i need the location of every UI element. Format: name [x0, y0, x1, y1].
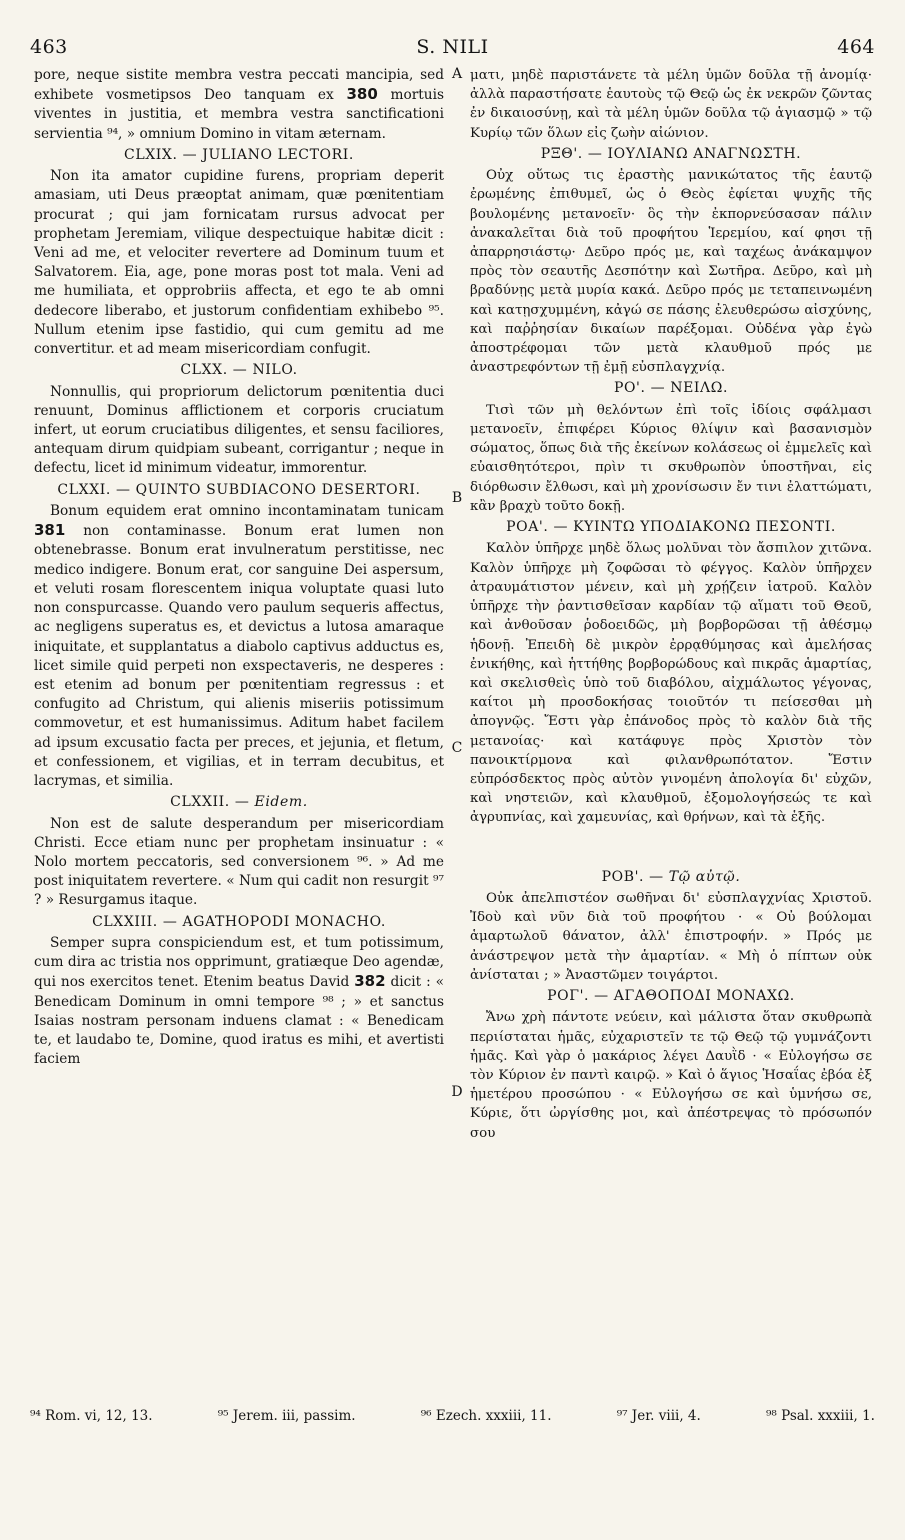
latin-paragraph-173: [34, 934, 444, 1069]
greek-paragraph-171: Καλὸν ὑπῆρχε μηδὲ ὅλως μολῦναι τὸν ἄσπιλον χιτῶνα. Καλὸν ὑπῆρχε μὴ ζοφῶσαι τὸ φέγγος. Καλὸν ὑπῆρχεν ἀτραυμάτιστον μένειν, καὶ μὴ χρῄζειν ἰατροῦ. Καλὸν ὑπῆρχε τὴν ῥαντισθεῖσαν καρδίαν τῷ αἵματι τοῦ Θεοῦ, καὶ ἀνθοῦσαν ῥοδοειδῶς, μὴ βορβορῶσαι τῇ ἀθέσμῳ ἡδονῇ. Ἐπειδὴ δὲ μικρὸν ἐρρᾳθύμησας καὶ ἀμελήσας ἐνικήθης, καὶ ἡττήθης βορβορώδους καὶ πικρᾶς ἁμαρτίας, καὶ σκελισθεὶς ὑπὸ τοῦ διαβόλου, αἰχμάλωτος γέγονας, καίτοι μὴ προσδοκήσας τοιοῦτόν τι πείσεσθαι μὴ ἀπογνῷς. Ἔστι γὰρ ἐπάνοδος πρὸς τὸ καλὸν διὰ τῆς μετανοίας· καὶ κατάφυγε πρὸς Χριστὸν τὸν πανοικτίρμονα καὶ φιλανθρωπότατον. Ἔστιν εὐπρόσδεκτος πρὸς αὐτὸν γινομένη ἀπολογία δι' εὐχῶν, καὶ νηστειῶν, καὶ κλαυθμοῦ, ἐξομολογήσεώς τε καὶ ἀγρυπνίας, καὶ χαμευνίας, καὶ θρήνων, καὶ τὰ ἑξῆς.: [470, 541, 872, 826]
latin-paragraph-0: [34, 66, 444, 144]
greek-heading-171: ΡΟΑ'. — ΚΥΙΝΤΩ ΥΠΟΔΙΑΚΟΝΩ ΠΕΣΟΝΤΙ.: [506, 519, 836, 536]
greek-heading-169: ΡΞΘ'. — ΙΟΥΛΙΑΝΩ ΑΝΑΓΝΩΣΤΗ.: [540, 145, 802, 162]
footnotes: [30, 1408, 875, 1424]
greek-column: [470, 66, 872, 1143]
latin-heading-170: CLXX. — NILO.: [180, 362, 298, 379]
latin-heading-172-name: Eidem.: [254, 794, 308, 811]
column-number-380: 380: [346, 85, 378, 104]
page-number-right: 464: [837, 36, 875, 58]
latin-paragraph-171-text-b: non contaminasse. Bonum erat lumen non obtenebrasse. Bonum erat invulneratum perstitisse, nec medico indigere. Bonum erat, cor sanguine Dei aspersum, et veluti rosam florescentem iniqua voluptate quasi luto non conspurcasse. Quando vero paulum sequeris affectus, ac negligens superatus es, et devictus a lutosa amaraque iniquitate, et supplantatus a diabolo captivus adductus es, licet simile quid perpeti non exspectaveris, ne desperes : est etenim ad bonum per pœnitentiam regressus : et confugito ad Christum, qui alienis miseriis potissimum commovetur, et est humanissimus. Aditum habet facilem ad ipsum excusatio facta per preces, et jejunia, et fletum, et confessionem, et vigilias, et in terram decubitus, et lacrymas, et similia.: [34, 523, 444, 789]
footnote-96: ⁹⁶ Ezech. xxxiii, 11.: [420, 1408, 552, 1424]
latin-heading-169: CLXIX. — JULIANO LECTORI.: [124, 146, 354, 163]
margin-letter-b: B: [451, 490, 463, 506]
margin-letter-d: D: [451, 1084, 463, 1100]
greek-paragraph-172: Οὐκ ἀπελπιστέον σωθῆναι δι' εὐσπλαγχνίας Χριστοῦ. Ἰδοὺ καὶ νῦν διὰ τοῦ προφήτου · « Οὐ βούλομαι ἁμαρτωλοῦ θάνατον, ἀλλ' ἐπιστροφήν. » Πρός με ἀνάστρεψον μετὰ τὴν ἁμαρτίαν. « Μὴ ὁ πίπτων οὐκ ἀνίσταται ; » Ἀναστῶμεν τοιγάρτοι.: [470, 890, 872, 983]
footnote-98: ⁹⁸ Psal. xxxiii, 1.: [765, 1408, 875, 1424]
latin-paragraph-171-text-a: Bonum equidem erat omnino incontaminatam tunicam: [50, 503, 444, 520]
footnote-94: ⁹⁴ Rom. vi, 12, 13.: [30, 1408, 153, 1424]
latin-heading-171: CLXXI. — QUINTO SUBDIACONO DESERTORI.: [57, 481, 421, 498]
greek-heading-170: ΡΟ'. — ΝΕΙΛΩ.: [613, 380, 729, 397]
running-head: [30, 36, 875, 64]
latin-paragraph-171: [34, 502, 444, 791]
greek-heading-172-number: ΡΟΒ'. —: [601, 868, 669, 885]
latin-paragraph-172: Non est de salute desperandum per misericordiam Christi. Ecce etiam nunc per prophetam insinuatur : « Nolo mortem peccatoris, sed conversionem ⁹⁶. » Ad me post iniquitatem revertere. « Num qui cadit non resurgit ⁹⁷ ? » Resurgamus itaque.: [34, 815, 444, 909]
greek-paragraph-169: Οὐχ οὕτως τις ἐραστὴς μανικώτατος τῆς ἑαυτῷ ἐρωμένης ἐπιθυμεῖ, ὡς ὁ Θεὸς ἐφίεται ψυχῆς τῆς βουλομένης μετανοεῖν· ὃς τὴν ἐκπορνεύσασαν πάλιν ἀνακαλεῖται διὰ τοῦ προφήτου Ἱερεμίου, καί φησι τῇ ἀπαρρησιάστῳ· Δεῦρο πρός με, καὶ ταχέως ἀνάκαμψον πρὸς τὸν σεαυτῆς Δεσπότην καὶ Σωτῆρα. Δεῦρο, καὶ μὴ βραδύνῃς μετὰ μυρία κακά. Δεῦρο πρός με τεταπεινωμένη καὶ κατῃσχυμμένη, κἀγώ σε πάσης ἐλευθερώσω αἰσχύνης, καὶ παῤῥησίαν δικαίων παρέξομαι. Οὐδένα γὰρ ἐγὼ ἀποστρέφομαι τῶν μετὰ κλαυθμοῦ πρός με ἀναστρεφόντων τῇ ἐμῇ εὐσπλαγχνίᾳ.: [470, 168, 872, 376]
greek-heading-173: ΡΟΓ'. — ΑΓΑΘΟΠΟΔΙ ΜΟΝΑΧΩ.: [547, 987, 795, 1004]
column-number-382: 382: [354, 972, 386, 991]
latin-paragraph-0-text-b: mortuis viventes in justitia, et membra vestra sanctificationi servientia ⁹⁴, » omnium Domino in vitam æternam.: [34, 87, 444, 142]
margin-letter-c: C: [451, 740, 463, 756]
greek-heading-172-name: Τῷ αὐτῷ.: [668, 868, 741, 885]
greek-paragraph-0: ματι, μηδὲ παριστάνετε τὰ μέλη ὑμῶν δοῦλα τῇ ἀνομίᾳ· ἀλλὰ παραστήσατε ἑαυτοὺς τῷ Θεῷ ὡς ἐκ νεκρῶν ζῶντας ἐν δικαιοσύνῃ, καὶ τὰ μέλη ὑμῶν δοῦλα τῷ ἁγιασμῷ » τῷ Κυρίῳ τῶν ὅλων εἰς ζωὴν αἰώνιον.: [470, 68, 872, 141]
latin-paragraph-173-text-a: Semper supra conspiciendum est, et tum potissimum, cum dira ac tristia nos opprimunt, gratiæque Deo agendæ, qui nos exercitos tenet. Etenim beatus David: [34, 934, 444, 991]
footnote-97: ⁹⁷ Jer. viii, 4.: [616, 1408, 701, 1424]
greek-paragraph-173: Ἄνω χρὴ πάντοτε νεύειν, καὶ μάλιστα ὅταν σκυθρωπὰ περιίσταται ἡμᾶς, εὐχαριστεῖν τε τῷ Θεῷ τῷ γυμνάζοντι ἡμᾶς. Καὶ γὰρ ὁ μακάριος λέγει Δαυῒδ · « Εὐλογήσω σε τὸν Κύριον ἐν παντὶ καιρῷ. » Καὶ ὁ ἅγιος Ἡσαΐας ἐβόα ἐξ ἡμετέρου προσώπου · « Εὐλογήσω σε καὶ ὑμνήσω σε, Κύριε, ὅτι ὠργίσθης μοι, καὶ ἀπέστρεψας τὸ πρόσωπόν σου: [470, 1010, 872, 1141]
latin-heading-172-number: CLXXII. —: [170, 794, 255, 811]
footnote-95: ⁹⁵ Jerem. iii, passim.: [217, 1408, 356, 1424]
latin-column: [34, 66, 444, 1069]
greek-paragraph-170: Τισὶ τῶν μὴ θελόντων ἐπὶ τοῖς ἰδίοις σφάλμασι μετανοεῖν, ἐπιφέρει Κύριος θλίψιν καὶ βασανισμὸν σώματος, ὅπως διὰ τῆς ἐκείνων κολάσεως οἱ ἐμμελεῖς καὶ εὐαισθητότεροι, πρὶν τι σκυθρωπὸν ὑποστῆναι, εἰς διόρθωσιν ἔλθωσι, καὶ μὴ χρονίσωσιν ἔν τινι ἐλαττώματι, κἂν βραχὺ τοῦτο δοκῇ.: [470, 402, 872, 514]
margin-letter-a: A: [451, 66, 463, 82]
page-number-left: 463: [30, 36, 68, 58]
latin-paragraph-173-text-b: dicit : « Benedicam Dominum in omni tempore ⁹⁸ ; » et sanctus Isaias nostram personam induens clamat : « Benedicam te, et laudabo te, Domine, quod iratus es mihi, et avertisti faciem: [34, 974, 444, 1068]
greek-heading-172: [470, 868, 872, 887]
latin-paragraph-0-text-a: pore, neque sistite membra vestra peccati mancipia, sed exhibete vosmetipsos Deo tanquam ex: [34, 67, 444, 104]
column-number-381: 381: [34, 521, 66, 540]
page-title: S. NILI: [416, 36, 489, 58]
latin-paragraph-169: Non ita amator cupidine furens, propriam deperit amasiam, uti Deus præoptat animam, quæ pœnitentiam procurat ; qui jam fornicatam rursus advocat per prophetam Jeremiam, vilique despectuique habitæ dicit : Veni ad me, et velociter revertere ad Dominum tuum et Salvatorem. Eia, age, pone moras post tot mala. Veni ad me humiliata, et opprobriis affecta, et ego te ab omni dedecore liberabo, et justorum confidentiam exhibebo ⁹⁵. Nullum etenim ipse fastidio, qui cum gemitu ad me convertitur. et ad meam misericordiam confugit.: [34, 168, 444, 358]
latin-paragraph-170: Nonnullis, qui propriorum delictorum pœnitentia duci renuunt, Dominus afflictionem et corporis cruciatum infert, ut eorum cruciatibus diligentes, et sensu faciliores, antequam dirum quidpiam subeant, corrigantur ; neque in defectu, licet id minimum videatur, immorentur.: [34, 383, 444, 477]
latin-heading-173: CLXXIII. — AGATHOPODI MONACHO.: [92, 913, 386, 930]
latin-heading-172: [34, 793, 444, 812]
